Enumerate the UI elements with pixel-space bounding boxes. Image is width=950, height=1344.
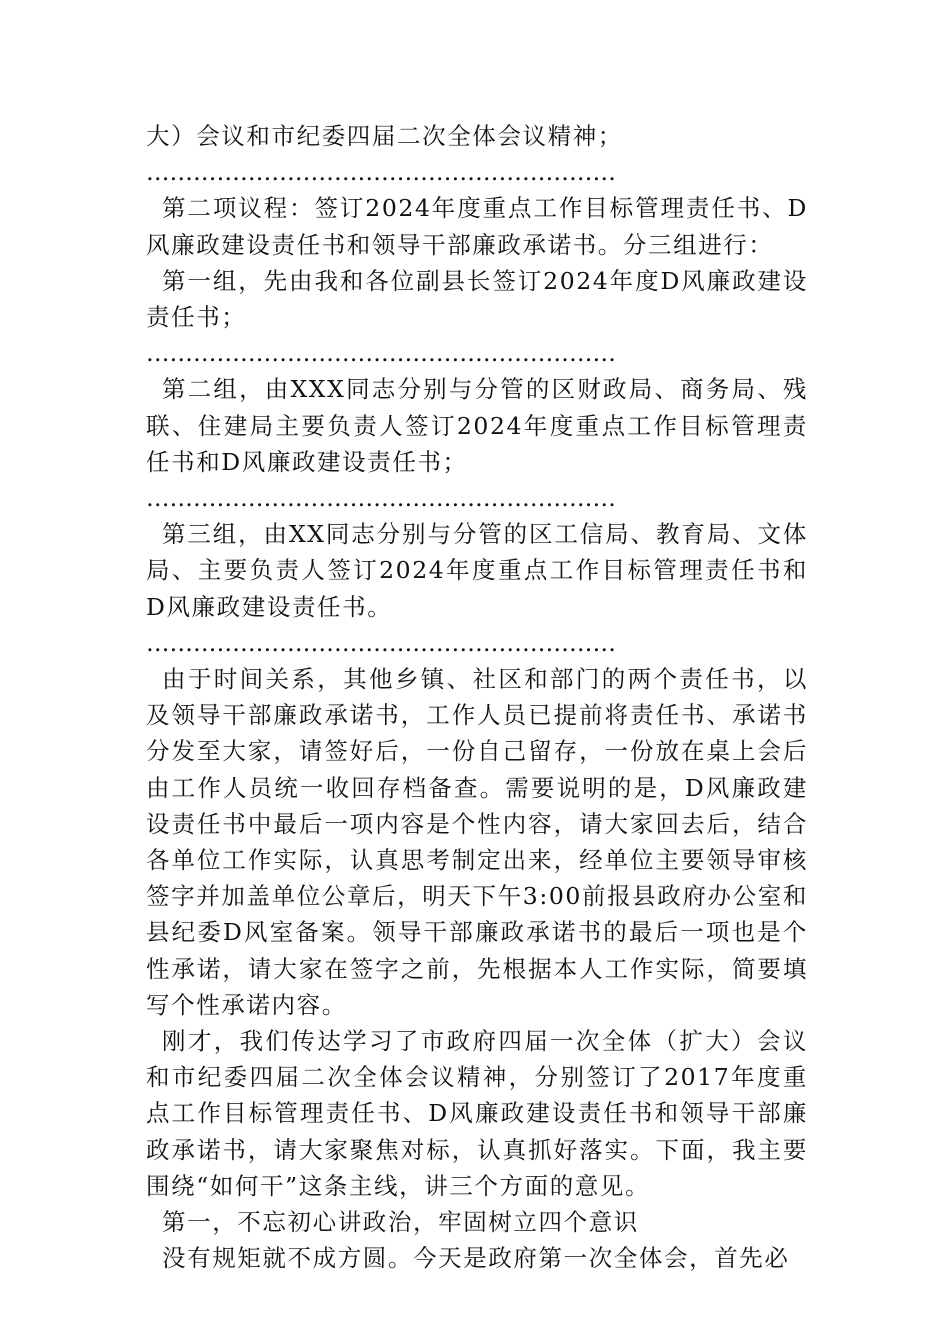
ellipsis-divider: …………………………………………………… [146,158,616,187]
ellipsis-divider: …………………………………………………… [146,339,616,368]
paragraph-meeting-spirit: 大）会议和市纪委四届二次全体会议精神； [146,122,623,150]
paragraph-group-one: 第一组，先由我和各位副县长签订2024年度D风廉政建设责任书； [146,266,808,332]
paragraph-rules: 没有规矩就不成方圆。今天是政府第一次全体会，首先必 [162,1244,790,1273]
section-heading-one: 第一，不忘初心讲政治，牢固树立四个意识 [162,1208,639,1237]
ellipsis-divider: …………………………………………………… [146,628,616,657]
document-body [146,118,808,1277]
paragraph-agenda-item-two: 第二项议程：签订2024年度重点工作目标管理责任书、D风廉政建设责任书和领导干部廉政承诺书。分三组进行： [146,194,808,259]
paragraph-group-three: 第三组，由XX同志分别与分管的区工信局、教育局、文体局、主要负责人签订2024年度重点工作目标管理责任书和D风廉政建设责任书。 [146,520,808,621]
paragraph-time-constraints: 由于时间关系，其他乡镇、社区和部门的两个责任书，以及领导干部廉政承诺书，工作人员已提前将责任书、承诺书分发至大家，请签好后，一份自己留存，一份放在桌上会后由工作人员统一收回存档备查。需要说明的是，D风廉政建设责任书中最后一项内容是个性内容，请大家回去后，结合各单位工作实际，认真思考制定出来，经单位主要领导审核签字并加盖单位公章后，明天下午3:00前报县政府办公室和县纪委D风室备案。领导干部廉政承诺书的最后一项也是个性承诺，请大家在签字之前，先根据本人工作实际，简要填写个性承诺内容。 [146,665,808,1019]
paragraph-summary: 刚才，我们传达学习了市政府四届一次全体（扩大）会议和市纪委四届二次全体会议精神，分别签订了2017年度重点工作目标管理责任书、D风廉政建设责任书和领导干部廉政承诺书，请大家聚焦对标，认真抓好落实。下面，我主要围绕“如何干”这条主线，讲三个方面的意见。 [146,1027,808,1200]
paragraph-group-two: 第二组，由XXX同志分别与分管的区财政局、商务局、残联、住建局主要负责人签订2024年度重点工作目标管理责任书和D风廉政建设责任书； [146,375,808,476]
ellipsis-divider: …………………………………………………… [146,484,616,513]
